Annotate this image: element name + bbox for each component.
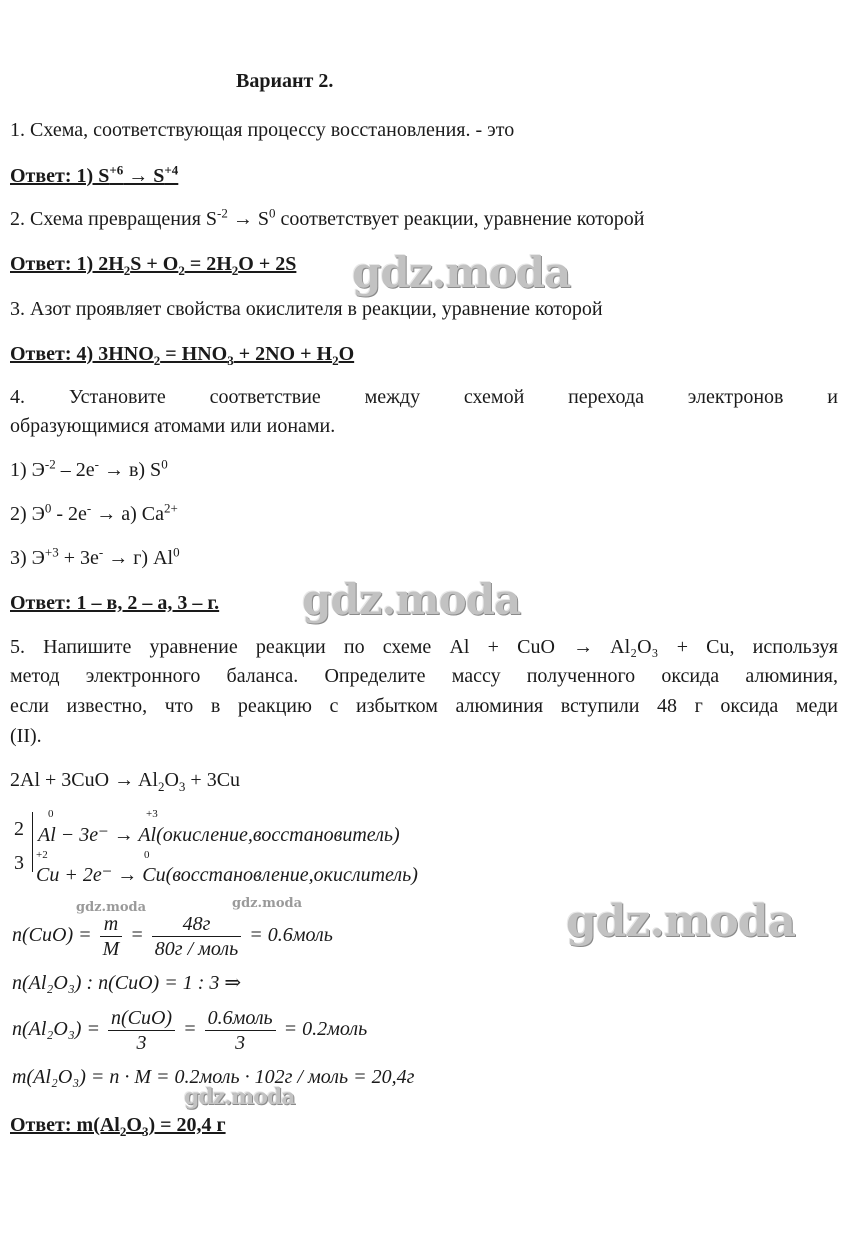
answer-4: Ответ: 1 – в, 2 – а, 3 – г.	[10, 592, 220, 614]
question-3: 3. Азот проявляет свойства окислителя в реакции, уравнение которой	[10, 298, 603, 320]
watermark-small: gdz.moda	[232, 896, 303, 911]
ox-state: +2	[36, 849, 48, 861]
answer-5: Ответ: $m(Al_2O_3) = 20,4$ г	[10, 1114, 226, 1139]
match-item-1: 1) $Э^{-2} - 2e^- \to в$) $S^0$	[10, 456, 168, 481]
half-reaction-1: Al − 3e⁻ → Al(окисление,восстановитель)	[38, 824, 400, 846]
question-5-line-2: метод электронного баланса. Определите массу полученного оксида алюминия,	[10, 665, 838, 687]
half-reaction-2: Cu + 2e⁻ → Cu(восстановление,окислитель)	[36, 864, 418, 886]
answer-3: Ответ: 4) $3HNO_2 = HNO_3 + 2NO + H_2O$	[10, 343, 355, 368]
ox-state: 0	[144, 849, 150, 861]
balance-coef-1: 2	[14, 818, 24, 840]
watermark-logo: gdz.moda	[566, 896, 796, 947]
calc-moles-al2o3: n(Al₂O₃) = $\frac{\text{n(CuO)}}{3}$ = $\frac{\text{0.6моль}}{3}$ = 0.2моль	[12, 1007, 368, 1054]
page-title: Вариант 2.	[236, 70, 334, 92]
ox-state: +3	[146, 808, 158, 820]
question-5-line-4: (II).	[10, 725, 42, 747]
question-4-line-2: образующимися атомами или ионами.	[10, 415, 336, 437]
question-1: 1. Схема, соответствующая процессу восстановления. - это	[10, 119, 515, 141]
answer-1: Ответ: 1) $S^{+6} \to S^{+4}$	[10, 162, 179, 187]
answer-2: Ответ: 1) $2H_2S + O_2 = 2H_2O + 2S$	[10, 253, 297, 278]
match-item-2: 2) $Э^0 - 2e^- \to а$) $Ca^{2+}$	[10, 500, 178, 525]
question-5-line-3: если известно, что в реакцию с избытком алюминия вступили 48 г оксида меди	[10, 695, 838, 717]
calc-moles-cuo: n(CuO) = $\frac{m}{M}$ = $\frac{48г}{\text{80г / моль}}$ = 0.6моль	[12, 913, 333, 960]
watermark-logo: gdz.moda	[302, 575, 521, 624]
watermark-small: gdz.moda	[76, 900, 147, 915]
calc-mass: m(Al₂O₃) = n · M = 0.2моль · 102г / моль = 20,4г	[12, 1066, 415, 1088]
balance-bar	[32, 812, 33, 872]
ox-state: 0	[48, 808, 54, 820]
question-4-line-1: 4. Установите соответствие между схемой перехода электронов и	[10, 386, 838, 408]
reaction-equation: $2Al + 3CuO \to Al_2O_3 + 3Cu$	[10, 769, 241, 794]
balance-coef-2: 3	[14, 852, 24, 874]
question-2: 2. Схема превращения $S^{-2} \to S^0$ соответствует реакции, уравнение которой	[10, 205, 645, 230]
question-5-line-1: 5. Напишите уравнение реакции по схеме Al + CuO → Al₂O₃ + Cu, используя	[10, 636, 838, 658]
match-item-3: 3) $Э^{+3} + 3e^- \to г$) Al$^0$	[10, 544, 180, 569]
watermark-logo: gdz.moda	[184, 1084, 295, 1110]
watermark-logo: gdz.moda	[352, 248, 571, 297]
calc-ratio: n(Al₂O₃) : n(CuO) = 1 : 3 ⇒	[12, 972, 242, 994]
